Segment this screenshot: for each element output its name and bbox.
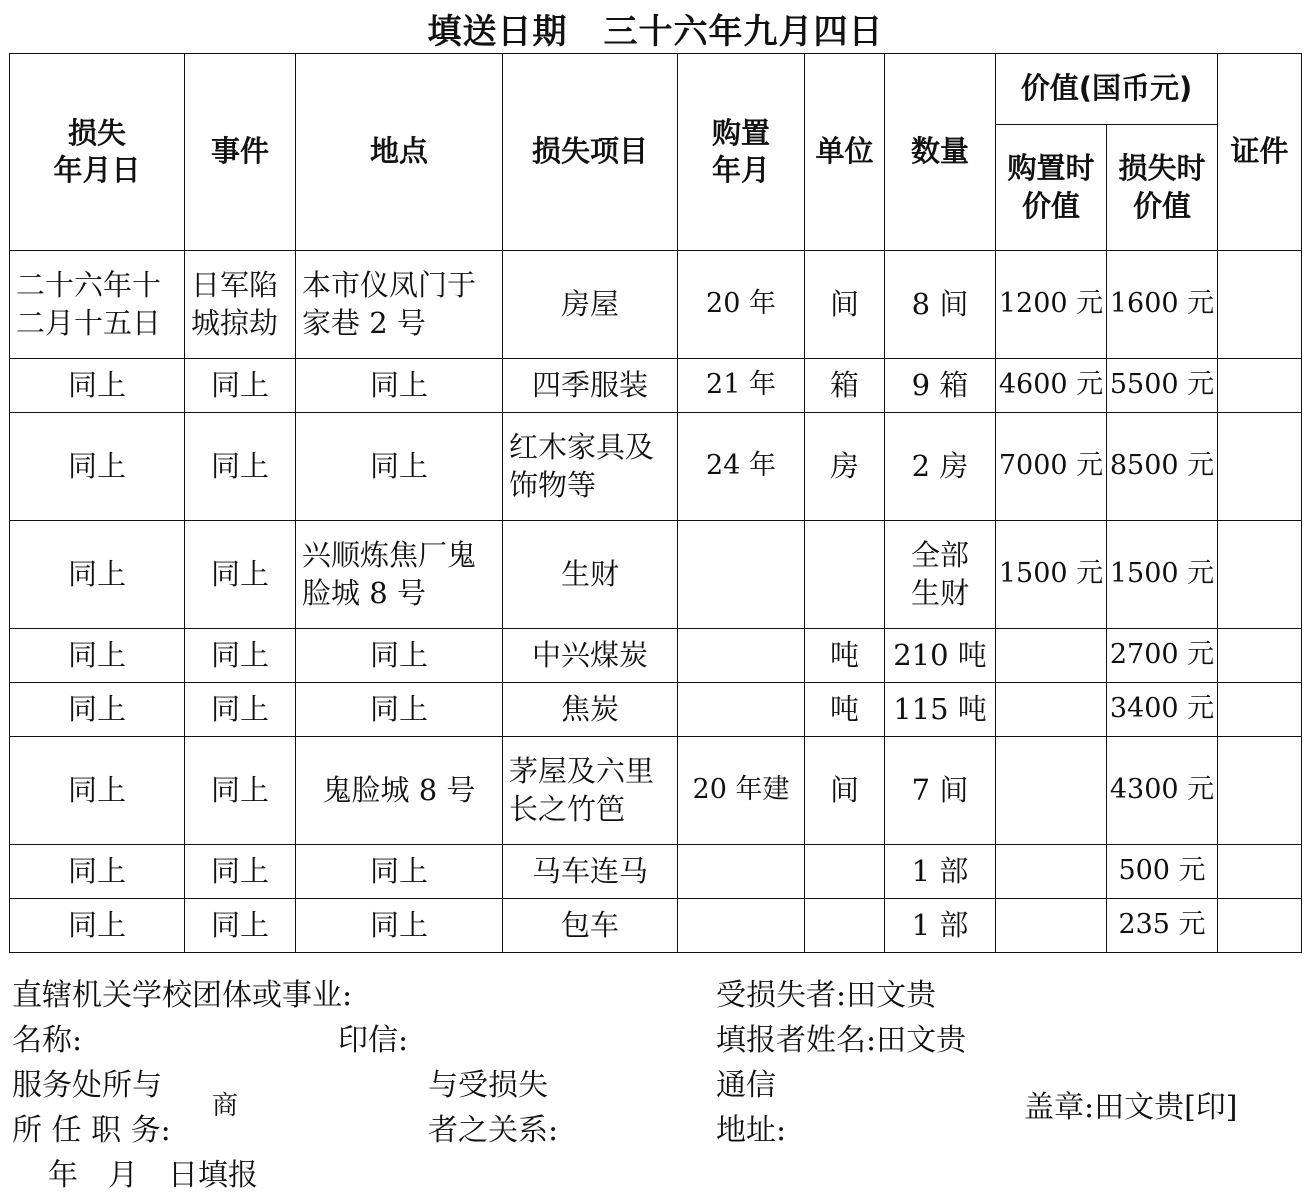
cell-loss-date (10, 413, 185, 521)
cell-line: 同上 (67, 691, 126, 726)
footer-stamp-label: 盖章:田文贵[印] (1024, 1090, 1238, 1125)
cell-location (296, 359, 503, 413)
cell-line: 同上 (369, 691, 428, 726)
cell-item (503, 251, 678, 359)
cell-item (503, 521, 678, 629)
fill-date-title (0, 4, 1311, 53)
cell-line: 同上 (369, 367, 428, 402)
cell-certificate (1218, 413, 1302, 521)
header-quantity: 数量 (885, 54, 996, 251)
cell-line: 同上 (67, 853, 126, 888)
cell-purchase-value (996, 737, 1107, 845)
loss-table-body (10, 251, 1302, 953)
footer-service-label: 服务处所与 (12, 1068, 162, 1103)
table-row (10, 737, 1302, 845)
cell-line: 8 间 (911, 286, 969, 321)
cell-line: 7 间 (911, 772, 969, 807)
cell-loss-value: 8500 元 (1107, 413, 1218, 521)
cell-line: 家巷 2 号 (302, 305, 426, 340)
cell-unit (805, 845, 885, 899)
cell-unit: 吨 (805, 683, 885, 737)
footer-fill-date-label: 年 月 日填报 (48, 1158, 258, 1193)
cell-event (185, 251, 296, 359)
cell-line: 同上 (67, 637, 126, 672)
cell-certificate (1218, 359, 1302, 413)
cell-line: 脸城 8 号 (302, 575, 426, 610)
cell-loss-date (10, 521, 185, 629)
cell-purchase-date (678, 845, 805, 899)
cell-line: 同上 (67, 367, 126, 402)
cell-line: 同上 (67, 772, 126, 807)
cell-line: 马车连马 (531, 853, 648, 888)
cell-location (296, 251, 503, 359)
footer-victim-label: 受损失者:田文贵 (716, 978, 937, 1013)
cell-loss-date (10, 629, 185, 683)
header-loss-value: 损失时 价值 (1107, 125, 1218, 251)
cell-quantity (885, 899, 996, 953)
cell-line: 生财 (560, 556, 619, 591)
cell-event (185, 737, 296, 845)
cell-location (296, 521, 503, 629)
cell-event (185, 845, 296, 899)
cell-line: 二月十五日 (16, 305, 162, 340)
cell-line: 20 年建 (692, 774, 790, 806)
cell-event (185, 899, 296, 953)
cell-line: 城掠劫 (191, 305, 279, 340)
table-row (10, 845, 1302, 899)
cell-line: 24 年 (706, 450, 776, 482)
header-event: 事件 (185, 54, 296, 251)
footer-seal-label: 印信: (338, 1023, 409, 1058)
cell-purchase-value (996, 899, 1107, 953)
cell-certificate (1218, 899, 1302, 953)
cell-quantity (885, 413, 996, 521)
table-row (10, 899, 1302, 953)
cell-purchase-value: 7000 元 (996, 413, 1107, 521)
cell-line: 1 部 (911, 853, 969, 888)
fill-date-label: 填送日期 (427, 12, 568, 52)
cell-purchase-value (996, 683, 1107, 737)
table-row (10, 629, 1302, 683)
cell-item (503, 737, 678, 845)
cell-event (185, 359, 296, 413)
cell-item (503, 899, 678, 953)
header-loss-date: 损失 年月日 (10, 54, 185, 251)
cell-purchase-value: 1200 元 (996, 251, 1107, 359)
cell-line: 同上 (210, 853, 269, 888)
cell-line: 长之竹笆 (509, 791, 626, 826)
cell-line: 同上 (210, 691, 269, 726)
cell-unit (805, 899, 885, 953)
cell-line: 同上 (210, 772, 269, 807)
cell-item (503, 359, 678, 413)
cell-event (185, 683, 296, 737)
table-row (10, 683, 1302, 737)
cell-purchase-value (996, 845, 1107, 899)
cell-quantity (885, 683, 996, 737)
cell-line: 中兴煤炭 (531, 637, 648, 672)
cell-item (503, 683, 678, 737)
cell-line: 焦炭 (560, 691, 619, 726)
footer-reporter-label: 填报者姓名:田文贵 (716, 1023, 967, 1058)
cell-unit: 间 (805, 251, 885, 359)
cell-certificate (1218, 629, 1302, 683)
cell-location (296, 899, 503, 953)
table-row (10, 413, 1302, 521)
cell-line: 鬼脸城 8 号 (322, 772, 476, 807)
cell-line: 房屋 (560, 286, 619, 321)
cell-loss-date (10, 899, 185, 953)
cell-line: 茅屋及六里 (509, 754, 655, 789)
cell-location (296, 845, 503, 899)
cell-line: 同上 (67, 448, 126, 483)
cell-loss-value: 3400 元 (1107, 683, 1218, 737)
cell-unit: 间 (805, 737, 885, 845)
cell-unit: 吨 (805, 629, 885, 683)
cell-line: 日军陷 (191, 268, 279, 303)
cell-quantity (885, 845, 996, 899)
header-purchase-date: 购置 年月 (678, 54, 805, 251)
header-item: 损失项目 (503, 54, 678, 251)
cell-purchase-date (678, 683, 805, 737)
cell-line: 二十六年十 (16, 268, 162, 303)
cell-loss-value: 1500 元 (1107, 521, 1218, 629)
footer-address-label-2: 地址: (716, 1113, 787, 1148)
cell-quantity (885, 521, 996, 629)
cell-line: 全部 (910, 538, 969, 573)
cell-item (503, 413, 678, 521)
table-row (10, 251, 1302, 359)
cell-location (296, 413, 503, 521)
cell-location (296, 629, 503, 683)
cell-loss-date (10, 251, 185, 359)
cell-quantity (885, 629, 996, 683)
cell-line: 同上 (67, 556, 126, 591)
cell-line: 兴顺炼焦厂鬼 (302, 538, 477, 573)
cell-line: 同上 (210, 367, 269, 402)
cell-line: 20 年 (706, 288, 776, 320)
cell-purchase-date (678, 359, 805, 413)
cell-purchase-value (996, 629, 1107, 683)
footer-org-label: 直辖机关学校团体或事业: (12, 978, 353, 1013)
cell-event (185, 629, 296, 683)
cell-loss-date (10, 845, 185, 899)
footer-name-label: 名称: (12, 1023, 83, 1058)
cell-certificate (1218, 737, 1302, 845)
cell-unit: 房 (805, 413, 885, 521)
fill-date-value: 三十六年九月四日 (603, 12, 884, 52)
cell-line: 同上 (210, 448, 269, 483)
cell-line: 同上 (210, 907, 269, 942)
cell-line: 同上 (210, 556, 269, 591)
cell-line: 同上 (67, 907, 126, 942)
cell-loss-value: 1600 元 (1107, 251, 1218, 359)
header-unit: 单位 (805, 54, 885, 251)
cell-loss-value: 235 元 (1107, 899, 1218, 953)
loss-table (9, 53, 1302, 953)
cell-loss-date (10, 683, 185, 737)
cell-line: 四季服装 (531, 367, 648, 402)
cell-line: 同上 (369, 637, 428, 672)
cell-line: 2 房 (911, 448, 969, 483)
cell-quantity (885, 359, 996, 413)
cell-purchase-value: 1500 元 (996, 521, 1107, 629)
footer-position-label: 所 任 职 务: (12, 1113, 171, 1148)
header-location: 地点 (296, 54, 503, 251)
table-row (10, 359, 1302, 413)
cell-purchase-date (678, 899, 805, 953)
cell-certificate (1218, 251, 1302, 359)
cell-line: 9 箱 (911, 367, 969, 402)
cell-line: 115 吨 (893, 691, 987, 726)
cell-line: 210 吨 (893, 637, 987, 672)
cell-loss-value: 4300 元 (1107, 737, 1218, 845)
footer-relation-label-1: 与受损失 (428, 1068, 548, 1103)
cell-item (503, 845, 678, 899)
cell-line: 生财 (910, 575, 969, 610)
header-purchase-value: 购置时 价值 (996, 125, 1107, 251)
cell-event (185, 521, 296, 629)
cell-loss-date (10, 359, 185, 413)
cell-purchase-date (678, 251, 805, 359)
cell-line: 21 年 (706, 369, 776, 401)
footer-relation-label-2: 者之关系: (428, 1113, 559, 1148)
cell-certificate (1218, 683, 1302, 737)
header-value-group: 价值(国币元) (996, 54, 1218, 125)
cell-purchase-date (678, 737, 805, 845)
cell-line: 同上 (369, 907, 428, 942)
cell-event (185, 413, 296, 521)
cell-certificate (1218, 845, 1302, 899)
cell-purchase-value: 4600 元 (996, 359, 1107, 413)
cell-item (503, 629, 678, 683)
cell-line: 1 部 (911, 907, 969, 942)
table-row (10, 521, 1302, 629)
cell-certificate (1218, 521, 1302, 629)
cell-purchase-date (678, 413, 805, 521)
cell-purchase-date (678, 629, 805, 683)
cell-line: 饰物等 (509, 467, 597, 502)
cell-line: 同上 (210, 637, 269, 672)
cell-line: 本市仪凤门于 (302, 268, 477, 303)
cell-purchase-date (678, 521, 805, 629)
cell-loss-value: 500 元 (1107, 845, 1218, 899)
cell-location (296, 683, 503, 737)
cell-loss-value: 5500 元 (1107, 359, 1218, 413)
cell-unit: 箱 (805, 359, 885, 413)
cell-loss-value: 2700 元 (1107, 629, 1218, 683)
header-certificate: 证件 (1218, 54, 1302, 251)
cell-location (296, 737, 503, 845)
cell-quantity (885, 737, 996, 845)
cell-unit (805, 521, 885, 629)
cell-quantity (885, 251, 996, 359)
cell-line: 包车 (560, 907, 619, 942)
footer-address-label-1: 通信 (716, 1068, 776, 1103)
cell-line: 红木家具及 (509, 430, 655, 465)
cell-line: 同上 (369, 853, 428, 888)
cell-loss-date (10, 737, 185, 845)
footer-position-value: 商 (212, 1091, 239, 1121)
cell-line: 同上 (369, 448, 428, 483)
